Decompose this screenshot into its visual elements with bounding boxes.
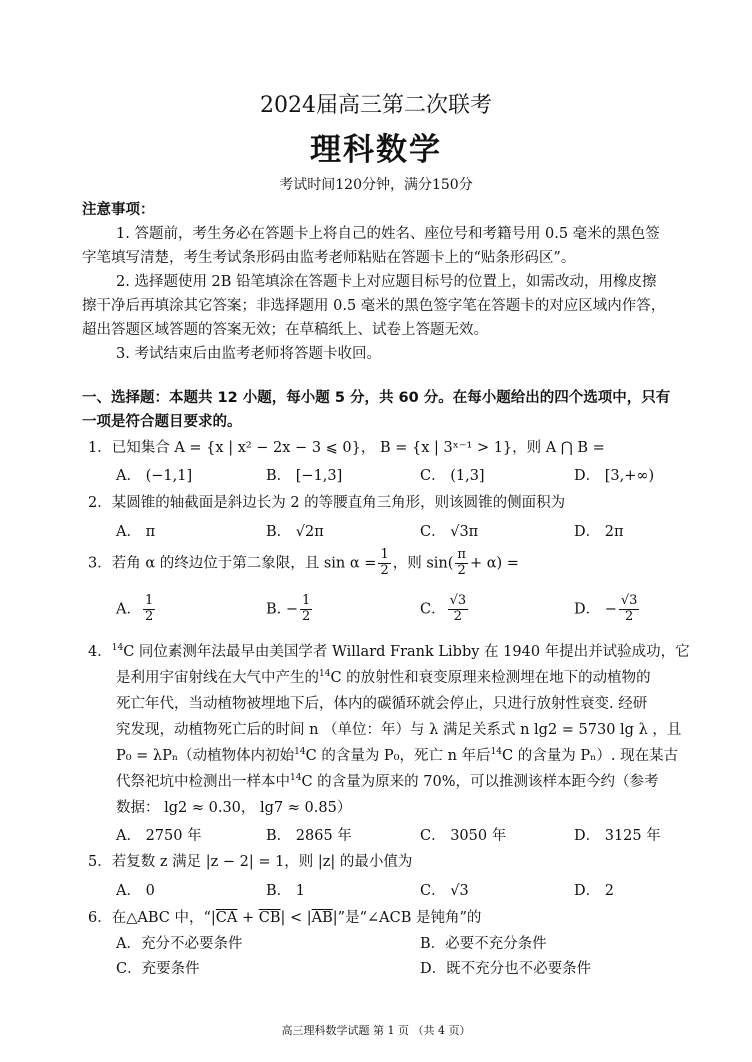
section-heading: 一、选择题：本题共 12 小题，每小题 5 分，共 60 分。在每小题给出的四个选项中，只有: [82, 390, 671, 406]
question-5: [88, 850, 412, 871]
page-footer: 高三理科数学试题 第 1 页 （共 4 页）: [281, 1024, 471, 1037]
option-d: D． − $\frac{√3}{2}$: [574, 593, 638, 624]
exam-info: 考试时间120分钟，满分150分: [279, 177, 473, 193]
question-stem: 已知集合 A = {x | x² − 2x − 3 ⩽ 0}， B = {x | 3ˣ⁻¹ > 1}，则 A ⋂ B =: [111, 440, 605, 456]
question-4-line: 是利用宇宙射线在大气中产生的$^{14}$C 的放射性和衰变原理来检测埋在地下的动植物的: [116, 669, 651, 686]
option-c: C． √3: [420, 883, 469, 899]
option-c: C． 3050 年: [420, 828, 507, 844]
question-3: 3．若角 α 的终边位于第二象限，且 sin α = $\frac{1}{2}$ ，则 sin( $\frac{\pi}{2}$ + α) =: [88, 547, 519, 578]
question-6: 6．在△ABC 中，“$|\overline{CA} + \overline{CB}| < |\overline{AB}|$”是“∠ACB 是钝角”的: [88, 910, 482, 926]
notice-line: 擦干净后再填涂其它答案；非选择题用 0.5 毫米的黑色签字笔在答题卡的对应区域内作答，: [82, 298, 666, 314]
notice-line: 超出答题区域答题的答案无效；在草稿纸上、试卷上答题无效。: [82, 322, 488, 338]
notice-line: 1. 答题前，考生务必在答题卡上将自己的姓名、座位号和考籍号用 0.5 毫米的黑色签: [116, 226, 660, 242]
option-b: B． 2865 年: [266, 828, 352, 844]
question-number: 2．: [88, 495, 112, 511]
option-b: B． √2π: [266, 524, 324, 540]
option-d: D． 3125 年: [574, 828, 661, 844]
question-stem: 若复数 z 满足 |z − 2| = 1，则 |z| 的最小值为: [111, 854, 413, 870]
option-d: D． 2π: [574, 524, 624, 540]
option-a: A．充分不必要条件: [116, 936, 243, 952]
question-4-line: 代祭祀坑中检测出一样本中$^{14}$C 的含量为原来的 70%，可以推测该样本距今约（参考: [116, 773, 659, 790]
notice-line: 2. 选择题使用 2B 铅笔填涂在答题卡上对应题目标号的位置上，如需改动，用橡皮擦: [116, 274, 657, 290]
question-number: 4．: [88, 644, 112, 660]
question-4-line: 究发现，动植物死亡后的时间 n （单位：年）与 λ 满足关系式 n lg2 = 5730 lg λ ，且: [116, 722, 682, 738]
option-c: C．充要条件: [116, 961, 200, 977]
option-a: A． 0: [116, 883, 155, 899]
subject-title: 理科数学: [310, 132, 442, 168]
option-a: A． (−1,1]: [116, 468, 193, 484]
question-stem: 某圆锥的轴截面是斜边长为 2 的等腰直角三角形，则该圆锥的侧面积为: [111, 495, 566, 511]
option-c: C． $\frac{√3}{2}$: [420, 593, 467, 624]
option-b: B． 1: [266, 883, 305, 899]
question-number: 1．: [88, 440, 112, 456]
vector-ab: $\overline{AB}$: [311, 910, 333, 926]
fraction-one-half: $\frac{1}{2}$: [380, 547, 389, 578]
option-d: D． [3,+∞): [574, 468, 655, 484]
question-4: 4．$^{14}$C 同位素测年法最早由美国学者 Willard Frank Libby 在 1940 年提出并试验成功，它: [88, 643, 690, 660]
question-number: 6．: [88, 910, 112, 926]
option-b: B. − $\frac{1}{2}$: [266, 593, 311, 624]
notice-line: 字笔填写清楚，考生考试条形码由监考老师粘贴在答题卡上的“贴条形码区”。: [82, 250, 576, 266]
question-4-line: 数据： lg2 ≈ 0.30， lg7 ≈ 0.85）: [116, 800, 352, 816]
question-4-line: 死亡年代，当动植物被埋地下后，体内的碳循环就会停止，只进行放射性衰变. 经研: [116, 696, 648, 712]
option-c: C． (1,3]: [420, 468, 485, 484]
option-a: A． 2750 年: [116, 828, 202, 844]
question-number: 5．: [88, 854, 112, 870]
fraction-pi-over-2: $\frac{\pi}{2}$: [457, 547, 466, 578]
vector-ca: $\overline{CA}$: [215, 910, 238, 926]
exam-title: 2024届高三第二次联考: [260, 93, 492, 118]
question-1: [88, 436, 605, 457]
question-2: [88, 491, 565, 512]
question-4-line: P₀ = λPₙ（动植物体内初始$^{14}$C 的含量为 P₀，死亡 n 年后$^{14}$C 的含量为 Pₙ）. 现在某古: [116, 747, 679, 764]
option-d: D．既不充分也不必要条件: [420, 961, 592, 977]
vector-cb: $\overline{CB}$: [258, 910, 281, 926]
option-a: A． π: [116, 524, 156, 540]
question-number: 3．: [88, 555, 112, 572]
option-d: D． 2: [574, 883, 614, 899]
option-c: C． √3π: [420, 524, 479, 540]
section-heading-cont: 一项是符合题目要求的。: [82, 414, 242, 430]
option-a: A． $\frac{1}{2}$: [116, 593, 154, 624]
notice-line: 3. 考试结束后由监考老师将答题卡收回。: [116, 346, 381, 362]
notice-heading: 注意事项：: [82, 202, 155, 218]
option-b: B．必要不充分条件: [420, 936, 547, 952]
option-b: B． [−1,3]: [266, 468, 343, 484]
